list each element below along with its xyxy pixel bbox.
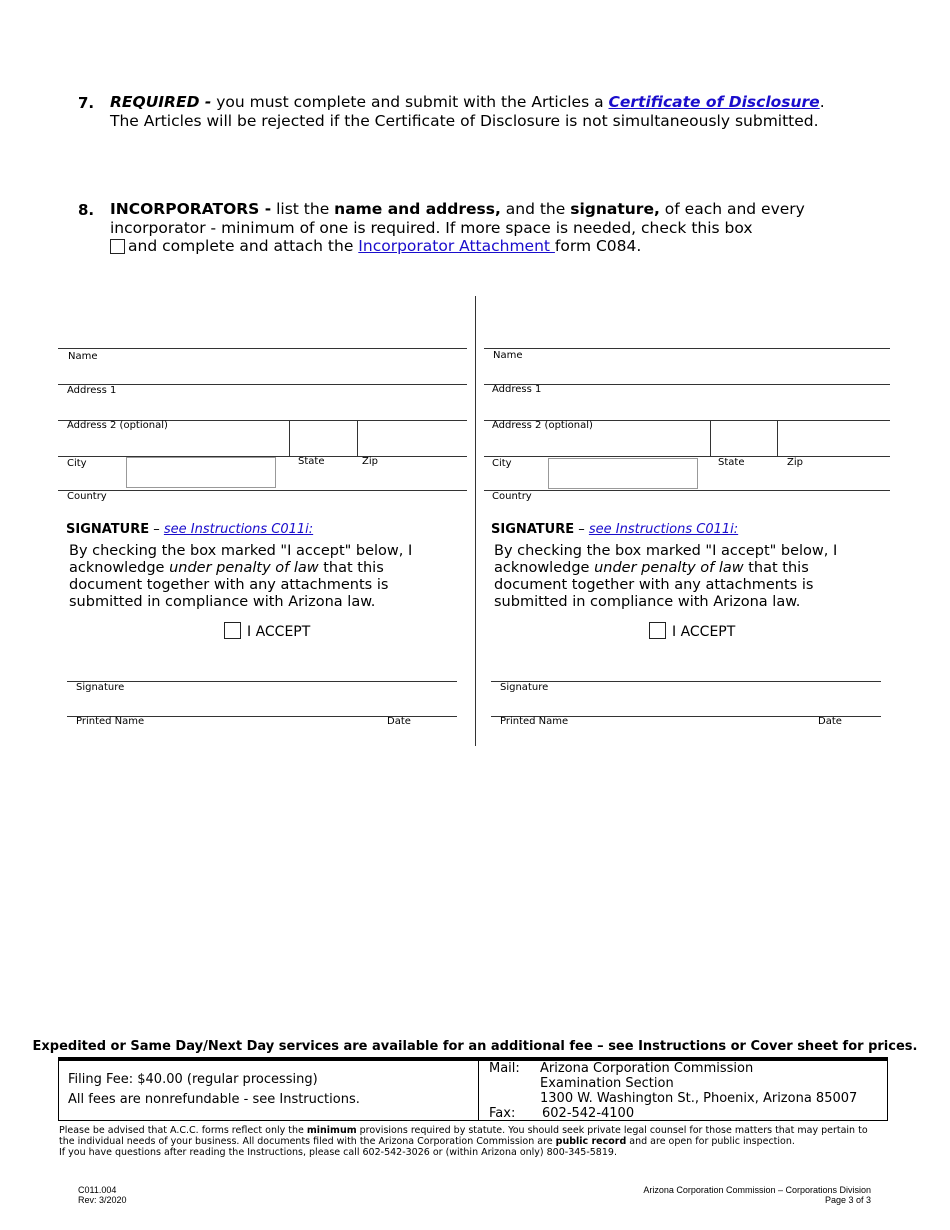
footer-agency (643, 1185, 871, 1205)
column-divider (475, 296, 476, 746)
accept-label: I ACCEPT (672, 624, 736, 640)
state-label: State (718, 457, 745, 468)
country-label: Country (492, 491, 532, 502)
form-number: C011.004 (78, 1185, 117, 1195)
country-label: Country (67, 491, 107, 502)
accept-checkbox[interactable] (649, 622, 666, 639)
zip-divider (777, 420, 778, 456)
mail-label: Mail: (489, 1061, 520, 1076)
address1-line (484, 384, 890, 385)
item-8-t3: of each and every (659, 200, 805, 218)
filing-fee: Filing Fee: $40.00 (regular processing) (68, 1072, 318, 1087)
accept-label: I ACCEPT (247, 624, 311, 640)
certificate-of-disclosure-link[interactable]: Certificate of Disclosure (608, 93, 820, 111)
item-8-line3-pre: and complete and attach the (128, 237, 359, 255)
date-label: Date (387, 716, 411, 727)
signature-statement: By checking the box marked "I accept" below, I acknowledge under penalty of law that this document together with any attachments is submitted in compliance with Arizona law. (494, 543, 838, 610)
city-label: City (492, 458, 512, 469)
mail-address: Arizona Corporation Commission Examination Section 1300 W. Washington St., Phoenix, Arizona 85007 (540, 1061, 858, 1106)
state-label: State (298, 456, 325, 467)
address1-label: Address 1 (67, 385, 117, 396)
agency-name: Arizona Corporation Commission – Corporations Division (643, 1185, 871, 1195)
name-line (484, 348, 890, 349)
legal-notice: Please be advised that A.C.C. forms reflect only the minimum provisions required by statute. You should seek private legal counsel for those matters that may pertain to the individual needs of your business. All documents filed with the Arizona Corporation Commission are public record and are open for public inspection. If you have questions after reading the Instructions, please call 602-542-3026 or (within Arizona only) 800-345-5819. (59, 1125, 868, 1158)
fax-number: 602-542-4100 (542, 1106, 635, 1121)
fee-box-divider (478, 1061, 479, 1121)
fax-label: Fax: (489, 1106, 516, 1121)
item-7-period: . (819, 93, 825, 111)
item-7-line2: The Articles will be rejected if the Certificate of Disclosure is not simultaneously submitted. (110, 111, 819, 130)
name-label: Name (493, 350, 523, 361)
signature-statement: By checking the box marked "I accept" below, I acknowledge under penalty of law that this document together with any attachments is submitted in compliance with Arizona law. (69, 543, 413, 610)
item-7-text (110, 93, 910, 130)
signature-heading: SIGNATURE – see Instructions C011i: (491, 522, 739, 537)
address2-label: Address 2 (optional) (492, 420, 593, 431)
item-8-heading: INCORPORATORS - (110, 200, 272, 218)
signature-label: Signature (500, 682, 549, 693)
zip-label: Zip (362, 456, 378, 467)
city-label: City (67, 458, 87, 469)
address1-label: Address 1 (492, 384, 542, 395)
item-8-t2: and the (500, 200, 571, 218)
page-number: Page 3 of 3 (824, 1195, 871, 1205)
form-id (78, 1185, 127, 1205)
name-label: Name (68, 351, 98, 362)
item-8-b2: signature, (570, 200, 660, 218)
address2-label: Address 2 (optional) (67, 420, 168, 431)
accept-option[interactable] (649, 622, 735, 640)
accept-option[interactable] (224, 622, 310, 640)
item-7-required: REQUIRED - (110, 93, 212, 111)
signature-label: Signature (76, 682, 125, 693)
expedited-notice: Expedited or Same Day/Next Day services are available for an additional fee – see Instructions or Cover sheet for prices. (32, 1039, 918, 1054)
accept-checkbox[interactable] (224, 622, 241, 639)
fee-box (58, 1057, 888, 1121)
city-input[interactable] (126, 457, 276, 488)
item-8-text (110, 200, 910, 256)
zip-divider (357, 420, 358, 456)
address1-line (58, 384, 467, 385)
zip-label: Zip (787, 457, 803, 468)
country-line (58, 490, 467, 491)
city-line (484, 456, 890, 457)
country-line (484, 490, 890, 491)
signature-instructions-link[interactable]: see Instructions C011i: (163, 522, 314, 537)
signature-line (67, 681, 457, 682)
item-8-b1: name and address, (334, 200, 501, 218)
signature-instructions-link[interactable]: see Instructions C011i: (588, 522, 739, 537)
nonrefundable-note: All fees are nonrefundable - see Instructions. (68, 1092, 360, 1107)
item-7-number: 7. (78, 94, 95, 112)
item-7-text1: you must complete and submit with the Articles a (211, 93, 609, 111)
incorporator-attachment-link[interactable]: Incorporator Attachment (358, 237, 555, 255)
item-8-line2: incorporator - minimum of one is required. If more space is needed, check this box (110, 218, 753, 237)
form-revision: Rev: 3/2020 (78, 1195, 127, 1205)
city-input[interactable] (548, 458, 698, 489)
printed-name-label: Printed Name (76, 716, 145, 727)
printed-name-label: Printed Name (500, 716, 569, 727)
date-label: Date (818, 716, 842, 727)
more-space-checkbox[interactable] (110, 239, 125, 254)
state-divider (289, 420, 290, 456)
signature-heading: SIGNATURE – see Instructions C011i: (66, 522, 314, 537)
state-divider (710, 420, 711, 456)
item-8-t1: list the (271, 200, 335, 218)
name-line (58, 348, 467, 349)
signature-line (491, 681, 881, 682)
item-8-line3-post: form C084. (554, 237, 642, 255)
item-8-number: 8. (78, 201, 95, 219)
